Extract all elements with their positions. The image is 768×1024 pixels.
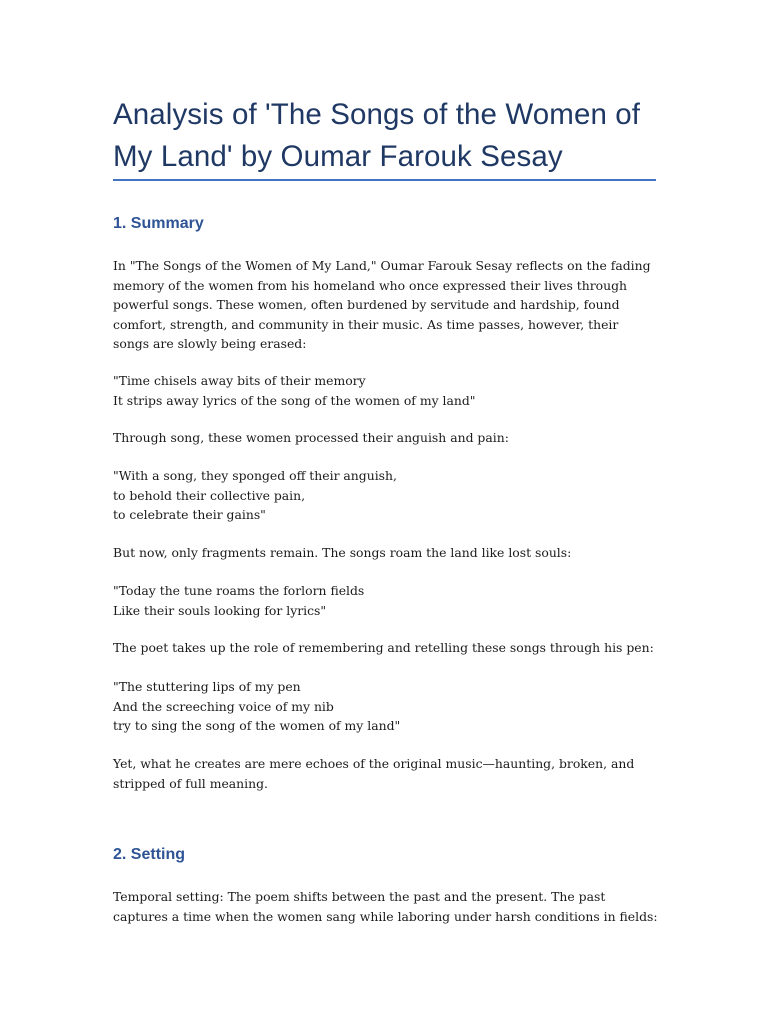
section-heading-setting: 2. Setting — [113, 846, 186, 863]
document-title: Analysis of 'The Songs of the Women of My Land' by Oumar Farouk Sesay — [113, 98, 641, 173]
quote-today-the-tune: "Today the tune roams the forlorn fields Like their souls looking for lyrics" — [113, 583, 365, 618]
paragraph-temporal-setting: Temporal setting: The poem shifts between the past and the present. The past captures a time when the women sang while laboring under harsh conditions in fields: — [113, 889, 658, 924]
paragraph-fragments-remain: But now, only fragments remain. The songs roam the land like lost souls: — [113, 545, 572, 560]
paragraph-through-song: Through song, these women processed their anguish and pain: — [113, 430, 509, 445]
title-underline — [113, 179, 656, 181]
section-heading-summary: 1. Summary — [113, 215, 204, 232]
quote-stuttering-lips: "The stuttering lips of my pen And the screeching voice of my nib try to sing the song of the women of my land" — [113, 679, 401, 733]
quote-with-a-song: "With a song, they sponged off their anguish, to behold their collective pain, to celebrate their gains" — [113, 468, 397, 522]
quote-time-chisels: "Time chisels away bits of their memory It strips away lyrics of the song of the women of my land" — [113, 373, 476, 408]
paragraph-mere-echoes: Yet, what he creates are mere echoes of the original music—haunting, broken, and stripped of full meaning. — [113, 756, 635, 791]
paragraph-summary-intro: In "The Songs of the Women of My Land," Oumar Farouk Sesay reflects on the fading memory of the women from his homeland who once expressed their lives through powerful songs. These women, often burdened by servitude and hardship, found comfort, strength, and community in their music. As time passes, however, their songs are slowly being erased: — [113, 258, 651, 351]
paragraph-poet-role: The poet takes up the role of remembering and retelling these songs through his pen: — [113, 640, 654, 655]
